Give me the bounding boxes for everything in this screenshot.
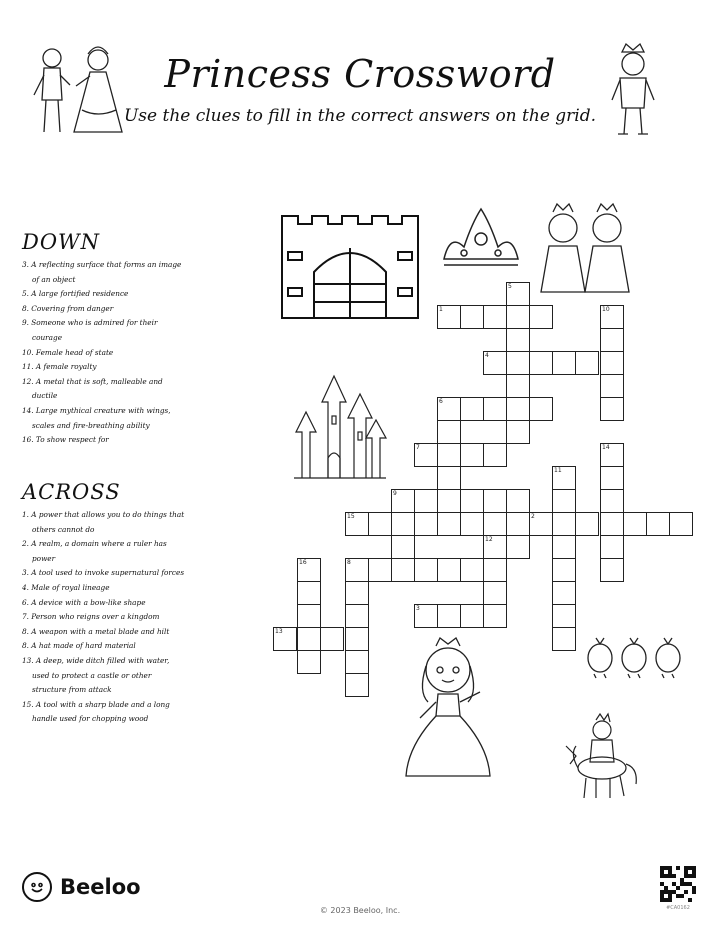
grid-cell[interactable] xyxy=(506,489,530,513)
grid-cell[interactable] xyxy=(600,489,624,513)
grid-cell[interactable] xyxy=(345,673,369,697)
down-clue: 12. A metal that is soft, malleable and ductile xyxy=(22,376,163,401)
grid-cell[interactable] xyxy=(506,351,530,375)
down-clue: 3. A reflecting surface that forms an image of an object xyxy=(22,260,182,284)
grid-cell[interactable] xyxy=(506,305,530,329)
grid-cell[interactable] xyxy=(600,466,624,490)
grid-cell[interactable] xyxy=(391,512,415,536)
grid-cell[interactable] xyxy=(297,558,321,582)
brand-name: Beeloo xyxy=(60,875,141,899)
grid-cell[interactable] xyxy=(273,627,297,651)
grid-cell[interactable] xyxy=(345,558,369,582)
grid-cell[interactable] xyxy=(600,374,624,398)
grid-cell[interactable] xyxy=(391,489,415,513)
grid-cell[interactable] xyxy=(483,305,507,329)
grid-cell[interactable] xyxy=(529,351,553,375)
grid-cell[interactable] xyxy=(414,512,438,536)
qr-code-icon[interactable] xyxy=(660,866,696,902)
across-clue: 3. A tool used to invoke supernatural forces xyxy=(22,568,185,578)
cell-number: 4 xyxy=(485,352,489,359)
grid-cell[interactable] xyxy=(483,351,507,375)
grid-cell[interactable] xyxy=(320,627,344,651)
grid-cell[interactable] xyxy=(437,466,461,490)
grid-cell[interactable] xyxy=(506,397,530,421)
across-clue: 15. A tool with a sharp blade and a long handle used for chopping wood xyxy=(22,699,170,724)
grid-cell[interactable] xyxy=(600,305,624,329)
grid-cell[interactable] xyxy=(600,328,624,352)
grid-cell[interactable] xyxy=(460,489,484,513)
grid-cell[interactable] xyxy=(414,443,438,467)
grid-cell[interactable] xyxy=(460,558,484,582)
grid-cell[interactable] xyxy=(460,443,484,467)
grid-cell[interactable] xyxy=(297,604,321,628)
cell-number: 6 xyxy=(439,398,443,405)
down-clue: 16. To show respect for xyxy=(22,435,109,445)
grid-cell[interactable] xyxy=(600,351,624,375)
grid-cell[interactable] xyxy=(460,397,484,421)
cell-number: 5 xyxy=(508,283,512,290)
cell-number: 10 xyxy=(602,306,610,313)
cell-number: 3 xyxy=(416,605,420,612)
down-clue: 9. Someone who is admired for their courage xyxy=(22,318,158,342)
grid-cell[interactable] xyxy=(297,650,321,674)
grid-cell[interactable] xyxy=(506,420,530,444)
grid-cell[interactable] xyxy=(437,489,461,513)
cell-number: 8 xyxy=(347,559,351,566)
grid-cell[interactable] xyxy=(529,305,553,329)
down-clue: 8. Covering from danger xyxy=(22,303,114,313)
cell-number: 16 xyxy=(299,559,307,566)
grid-cell[interactable] xyxy=(345,627,369,651)
grid-cell[interactable] xyxy=(575,351,599,375)
across-clue: 4. Male of royal lineage xyxy=(22,582,110,592)
grid-cell[interactable] xyxy=(600,535,624,559)
grid-cell[interactable] xyxy=(483,397,507,421)
grid-cell[interactable] xyxy=(529,512,553,536)
grid-cell[interactable] xyxy=(460,512,484,536)
grid-cell[interactable] xyxy=(345,604,369,628)
grid-cell[interactable] xyxy=(600,397,624,421)
across-clue: 1. A power that allows you to do things that others cannot do xyxy=(22,510,185,534)
grid-cell[interactable] xyxy=(623,512,647,536)
grid-cell[interactable] xyxy=(460,604,484,628)
grid-cell[interactable] xyxy=(368,512,392,536)
grid-cell[interactable] xyxy=(483,443,507,467)
brand-logo[interactable] xyxy=(22,872,141,902)
grid-cell[interactable] xyxy=(600,558,624,582)
grid-cell[interactable] xyxy=(437,558,461,582)
cell-number: 2 xyxy=(531,513,535,520)
grid-cell[interactable] xyxy=(506,535,530,559)
grid-cell[interactable] xyxy=(297,581,321,605)
cell-number: 12 xyxy=(485,536,493,543)
grid-cell[interactable] xyxy=(506,282,530,306)
logo-face-icon xyxy=(22,872,52,902)
cell-number: 15 xyxy=(347,513,355,520)
grid-cell[interactable] xyxy=(600,512,624,536)
down-clue: 14. Large mythical creature with wings, scales and fire-breathing ability xyxy=(22,405,171,430)
grid-cell[interactable] xyxy=(437,512,461,536)
down-clue: 11. A female royalty xyxy=(22,362,97,372)
grid-cell[interactable] xyxy=(600,443,624,467)
cell-number: 14 xyxy=(602,444,610,451)
grid-cell[interactable] xyxy=(368,558,392,582)
grid-cell[interactable] xyxy=(552,558,576,582)
cell-number: 1 xyxy=(439,306,443,313)
grid-cell[interactable] xyxy=(437,397,461,421)
down-clue: 10. Female head of state xyxy=(22,347,114,357)
across-clue: 2. A realm, a domain where a ruler has power xyxy=(22,539,167,563)
page-subtitle: Use the clues to fill in the correct answers on the grid. xyxy=(123,106,597,126)
grid-cell[interactable] xyxy=(552,489,576,513)
across-clue: 6. A device with a bow-like shape xyxy=(22,597,146,607)
grid-cell[interactable] xyxy=(391,558,415,582)
grid-cell[interactable] xyxy=(483,581,507,605)
down-clue: 5. A large fortified residence xyxy=(22,289,129,299)
grid-cell[interactable] xyxy=(345,581,369,605)
grid-cell[interactable] xyxy=(297,627,321,651)
grid-cell[interactable] xyxy=(414,558,438,582)
grid-cell[interactable] xyxy=(483,535,507,559)
grid-cell[interactable] xyxy=(552,466,576,490)
grid-cell[interactable] xyxy=(575,512,599,536)
cell-number: 9 xyxy=(393,490,397,497)
across-clue: 8. A hat made of hard material xyxy=(22,641,136,651)
grid-cell[interactable] xyxy=(483,558,507,582)
grid-cell[interactable] xyxy=(414,489,438,513)
grid-cell[interactable] xyxy=(437,305,461,329)
grid-cell[interactable] xyxy=(552,604,576,628)
grid-cell[interactable] xyxy=(437,420,461,444)
grid-cell[interactable] xyxy=(437,443,461,467)
grid-cell[interactable] xyxy=(552,512,576,536)
grid-cell[interactable] xyxy=(345,512,369,536)
grid-cell[interactable] xyxy=(552,627,576,651)
across-clue: 7. Person who reigns over a kingdom xyxy=(22,612,160,622)
grid-cell[interactable] xyxy=(437,604,461,628)
grid-cell[interactable] xyxy=(646,512,670,536)
grid-cell[interactable] xyxy=(669,512,693,536)
grid-cell[interactable] xyxy=(506,328,530,352)
cell-number: 11 xyxy=(554,467,562,474)
grid-cell[interactable] xyxy=(552,581,576,605)
grid-cell[interactable] xyxy=(345,650,369,674)
across-clue: 13. A deep, wide ditch filled with water, used to protect a castle or other structure from attack xyxy=(22,655,170,695)
cell-number: 7 xyxy=(416,444,420,451)
down-heading: DOWN xyxy=(22,230,101,254)
grid-cell[interactable] xyxy=(529,397,553,421)
grid-cell[interactable] xyxy=(506,374,530,398)
cell-number: 13 xyxy=(275,628,283,635)
grid-cell[interactable] xyxy=(552,351,576,375)
copyright-text: © 2023 Beeloo, Inc. xyxy=(319,906,401,915)
across-clue: 8. A weapon with a metal blade and hilt xyxy=(22,626,170,636)
grid-cell[interactable] xyxy=(483,489,507,513)
grid-cell[interactable] xyxy=(391,535,415,559)
grid-cell[interactable] xyxy=(483,512,507,536)
page-title: Princess Crossword xyxy=(164,52,556,96)
grid-cell[interactable] xyxy=(552,535,576,559)
across-heading: ACROSS xyxy=(22,480,121,504)
grid-cell[interactable] xyxy=(460,305,484,329)
qr-caption: #CA0162 xyxy=(666,905,690,911)
grid-cell[interactable] xyxy=(483,604,507,628)
grid-cell[interactable] xyxy=(414,604,438,628)
